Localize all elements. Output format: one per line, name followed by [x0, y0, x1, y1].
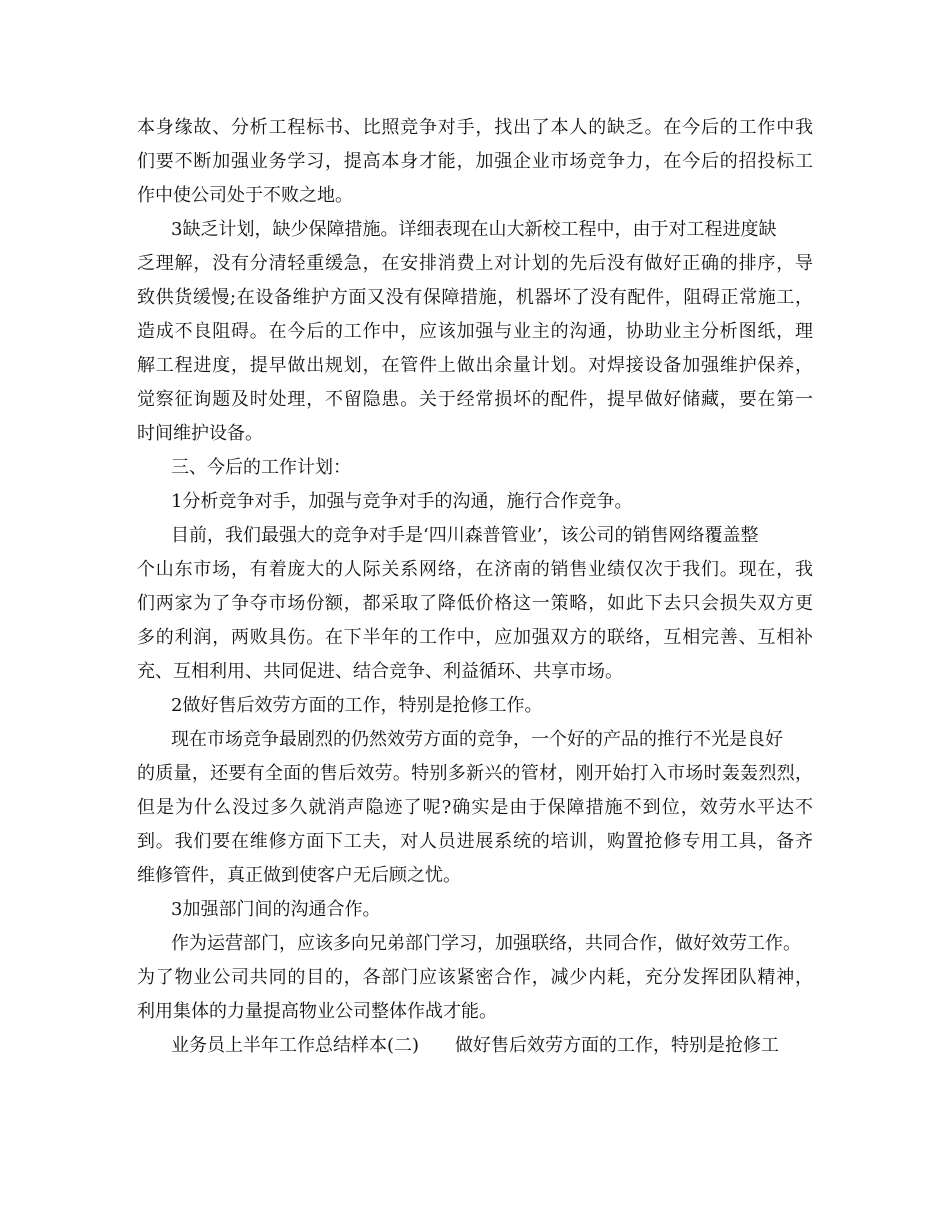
- paragraph-line: 到。我们要在维修方面下工夫，对人员进展系统的培训，购置抢修专用工具，备齐: [137, 831, 813, 852]
- subsection-heading: 2做好售后效劳方面的工作，特别是抢修工作。: [171, 695, 543, 716]
- paragraph-line: 多的利润，两败具伤。在下半年的工作中，应加强双方的联络，互相完善、互相补: [137, 627, 813, 648]
- paragraph-line: 维修管件，真正做到使客户无后顾之忧。: [137, 865, 461, 886]
- paragraph-line: 乏理解，没有分清轻重缓急，在安排消费上对计划的先后没有做好正确的排序，导: [137, 253, 813, 274]
- paragraph-line: 解工程进度，提早做出规划，在管件上做出余量计划。对焊接设备加强维护保养，: [137, 355, 813, 376]
- paragraph-line: 作中使公司处于不败之地。: [137, 185, 353, 206]
- paragraph-line: 的质量，还要有全面的售后效劳。特别多新兴的管材，刚开始打入市场时轰轰烈烈，: [137, 763, 813, 784]
- paragraph-line: 充、互相利用、共同促进、结合竞争、利益循环、共享市场。: [137, 661, 623, 682]
- subsection-heading: 3加强部门间的沟通合作。: [171, 899, 381, 920]
- paragraph-line: 利用集体的力量提高物业公司整体作战才能。: [137, 1001, 497, 1022]
- paragraph-line: 3缺乏计划，缺少保障措施。详细表现在山大新校工程中，由于对工程进度缺: [171, 219, 777, 240]
- paragraph-line: 本身缘故、分析工程标书、比照竞争对手，找出了本人的缺乏。在今后的工作中我: [137, 117, 813, 138]
- paragraph-line: 个山东市场，有着庞大的人际关系网络，在济南的销售业绩仅次于我们。现在，我: [137, 559, 813, 580]
- paragraph-line: 为了物业公司共同的目的，各部门应该紧密合作，减少内耗，充分发挥团队精神，: [137, 967, 813, 988]
- paragraph-line: 现在市场竞争最剧烈的仍然效劳方面的竞争，一个好的产品的推行不光是良好: [171, 729, 783, 750]
- paragraph-line: 觉察征询题及时处理，不留隐患。关于经常损坏的配件，提早做好储藏，要在第一: [137, 389, 813, 410]
- paragraph-line: 业务员上半年工作总结样本(二) 做好售后效劳方面的工作，特别是抢修工: [171, 1035, 780, 1056]
- paragraph-line: 们要不断加强业务学习，提高本身才能，加强企业市场竞争力，在今后的招投标工: [137, 151, 813, 172]
- paragraph-line: 目前，我们最强大的竞争对手是‘四川森普管业’，该公司的销售网络覆盖整: [171, 525, 759, 546]
- section-heading: 三、今后的工作计划：: [171, 457, 351, 478]
- paragraph-line: 致供货缓慢;在设备维护方面又没有保障措施，机器坏了没有配件，阻碍正常施工，: [137, 287, 813, 308]
- paragraph-line: 但是为什么没过多久就消声隐迹了呢?确实是由于保障措施不到位，效劳水平达不: [137, 797, 813, 818]
- subsection-heading: 1分析竞争对手，加强与竞争对手的沟通，施行合作竞争。: [171, 491, 633, 512]
- paragraph-line: 们两家为了争夺市场份额，都采取了降低价格这一策略，如此下去只会损失双方更: [137, 593, 813, 614]
- paragraph-line: 时间维护设备。: [137, 423, 263, 444]
- paragraph-line: 造成不良阻碍。在今后的工作中，应该加强与业主的沟通，协助业主分析图纸，理: [137, 321, 813, 342]
- paragraph-line: 作为运营部门，应该多向兄弟部门学习，加强联络，共同合作，做好效劳工作。: [171, 933, 801, 954]
